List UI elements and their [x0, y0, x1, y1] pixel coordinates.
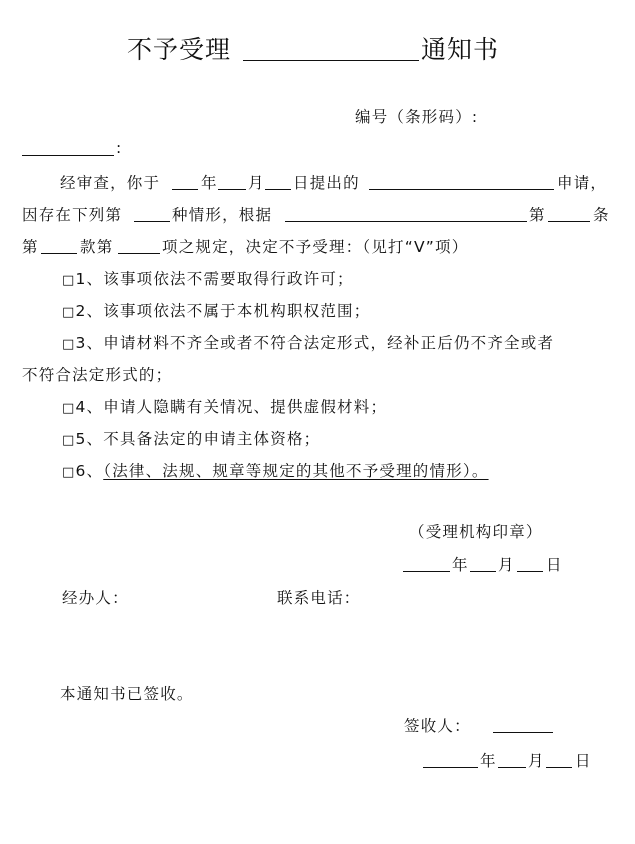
seal-month-blank	[470, 571, 496, 572]
number-label: 编号（条形码）:	[355, 108, 479, 126]
phone-label: 联系电话：	[277, 589, 361, 607]
title-left: 不予受理	[127, 35, 232, 64]
signed-text: 本通知书已签收。	[60, 685, 194, 703]
checkbox-icon: □	[62, 433, 76, 448]
checkbox-icon: □	[62, 273, 76, 288]
receipt-day-blank	[546, 767, 572, 768]
checkbox-icon: □	[62, 465, 76, 480]
seal-month: 月	[498, 556, 515, 574]
addressee-colon: :	[116, 139, 123, 157]
p1-g: 种情形，根据	[172, 206, 273, 224]
blank-basis	[285, 221, 527, 222]
addressee-blank	[22, 155, 114, 156]
blank-year	[172, 189, 198, 190]
p1-a: 经审查，你于	[60, 174, 161, 192]
receiver-blank	[493, 732, 553, 733]
blank-case	[134, 221, 170, 222]
receipt-month: 月	[528, 752, 545, 770]
seal-year-blank	[403, 571, 450, 572]
blank-application	[369, 189, 554, 190]
checkbox-icon: □	[62, 305, 76, 320]
blank-day	[265, 189, 291, 190]
receiver-label: 签收人：	[404, 717, 471, 735]
p1-j: 第	[22, 238, 39, 256]
p1-e: 申请，	[557, 174, 608, 192]
seal-day: 日	[546, 556, 563, 574]
receipt-year-blank	[423, 767, 478, 768]
title-right: 通知书	[421, 35, 500, 64]
receipt-year: 年	[480, 752, 497, 770]
p1-c: 月	[248, 174, 265, 192]
receipt-day: 日	[575, 752, 592, 770]
item-5: □5、不具备法定的申请主体资格；	[62, 430, 321, 448]
checkbox-icon: □	[62, 401, 76, 416]
blank-item	[118, 253, 160, 254]
p1-k: 款第	[80, 238, 114, 256]
blank-month	[218, 189, 246, 190]
item-3-cont: 不符合法定形式的；	[22, 366, 173, 384]
item-6: □6、（法律、法规、规章等规定的其他不予受理的情形）。	[62, 462, 489, 480]
p1-h: 第	[529, 206, 546, 224]
item-1: □1、该事项依法不需要取得行政许可；	[62, 270, 354, 288]
checkbox-icon: □	[62, 337, 76, 352]
blank-clause	[41, 253, 77, 254]
title-blank	[243, 60, 419, 61]
p1-d: 日提出的	[293, 174, 360, 192]
p1-i: 条	[593, 206, 610, 224]
seal-label: （受理机构印章）	[409, 523, 543, 541]
seal-day-blank	[517, 571, 543, 572]
receipt-month-blank	[498, 767, 526, 768]
seal-year: 年	[452, 556, 469, 574]
item-2: □2、该事项依法不属于本机构职权范围；	[62, 302, 371, 320]
item-3: □3、申请材料不齐全或者不符合法定形式，经补正后仍不齐全或者	[62, 334, 555, 352]
item-4: □4、申请人隐瞒有关情况、提供虚假材料；	[62, 398, 388, 416]
p1-l: 项之规定，决定不予受理：（见打“V”项）	[162, 238, 469, 256]
p1-b: 年	[201, 174, 218, 192]
p1-f: 因存在下列第	[22, 206, 123, 224]
blank-article	[548, 221, 590, 222]
item-6-other: （法律、法规、规章等规定的其他不予受理的情形）。	[103, 462, 489, 480]
handler-label: 经办人：	[62, 589, 129, 607]
